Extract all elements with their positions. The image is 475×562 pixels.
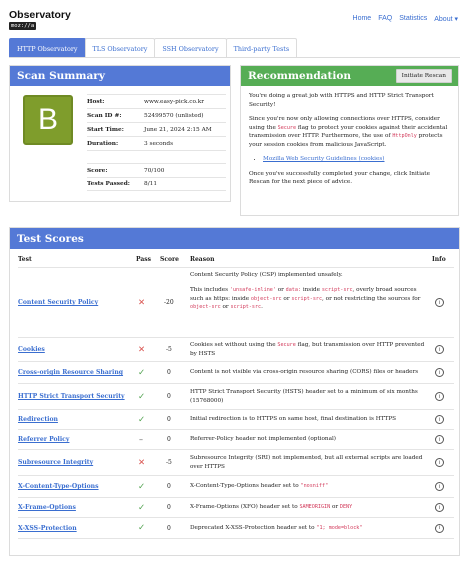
reason-cell bbox=[190, 384, 426, 409]
secure-flag-code: Secure bbox=[277, 124, 297, 131]
info-icon[interactable]: i bbox=[435, 415, 444, 424]
reason-cell bbox=[190, 271, 426, 312]
score-value: 0 bbox=[167, 524, 171, 532]
test-link-redirection[interactable]: Redirection bbox=[18, 416, 58, 423]
reason-code: 'unsafe-inline' bbox=[229, 287, 276, 294]
reason-cors: Content is not visible via cross-origin resource sharing (CORS) files or headers bbox=[190, 369, 419, 376]
dash-icon: – bbox=[139, 435, 143, 444]
pass-mark bbox=[138, 498, 145, 517]
test-scores-title: Test Scores bbox=[10, 228, 459, 249]
reason-referrer: Referrer-Policy header not implemented (optional) bbox=[190, 436, 337, 443]
score-label: Score: bbox=[87, 167, 108, 174]
fail-mark bbox=[138, 338, 145, 361]
reason-cookies bbox=[190, 341, 426, 358]
info-cell bbox=[435, 518, 444, 538]
fail-x-icon: ✕ bbox=[138, 297, 146, 308]
column-header-test: Test bbox=[18, 256, 32, 263]
nav-home-link[interactable]: Home bbox=[352, 15, 372, 22]
scan-summary-table bbox=[87, 94, 226, 191]
reason-cell bbox=[190, 498, 426, 517]
pass-mark bbox=[138, 518, 145, 538]
nav-statistics-link[interactable]: Statistics bbox=[399, 15, 428, 22]
initiate-rescan-button[interactable]: Initiate Rescan bbox=[396, 69, 452, 83]
table-row bbox=[18, 450, 93, 475]
reason-cell bbox=[190, 362, 426, 383]
scan-row-duration bbox=[87, 136, 226, 150]
info-icon[interactable]: i bbox=[435, 482, 444, 491]
test-link-cookies[interactable]: Cookies bbox=[18, 346, 45, 353]
reason-code: "nosniff" bbox=[300, 483, 329, 490]
tests-passed-label: Tests Passed: bbox=[87, 181, 130, 187]
reason-fragment: or bbox=[220, 304, 231, 311]
info-icon[interactable]: i bbox=[435, 298, 444, 307]
reason-fragment: Deprecated X-XSS-Protection header set to bbox=[190, 524, 317, 531]
reason-fragment: inside bbox=[301, 287, 322, 294]
test-link-x-xss-protection[interactable]: X-XSS-Protection bbox=[18, 524, 77, 532]
test-link-hsts[interactable]: HTTP Strict Transport Security bbox=[18, 393, 125, 400]
info-icon[interactable]: i bbox=[435, 345, 444, 354]
reason-xfo bbox=[190, 503, 352, 511]
scan-id-label: Scan ID #: bbox=[87, 112, 122, 119]
pass-check-icon: ✓ bbox=[138, 414, 146, 425]
reason-cell bbox=[190, 338, 426, 361]
reason-code: script-src bbox=[230, 304, 262, 311]
score-cell bbox=[164, 268, 174, 337]
scan-row-spacer bbox=[87, 150, 226, 163]
info-icon[interactable]: i bbox=[435, 368, 444, 377]
score-cell bbox=[166, 450, 172, 475]
test-link-csp[interactable]: Content Security Policy bbox=[18, 299, 99, 306]
tab-ssh-observatory[interactable]: SSH Observatory bbox=[154, 38, 226, 58]
reason-xcto bbox=[190, 482, 328, 490]
recommendation-body bbox=[241, 86, 458, 187]
score-value: 0 bbox=[167, 504, 171, 511]
column-header-score: Score bbox=[160, 256, 179, 263]
top-bar bbox=[0, 0, 475, 38]
info-icon[interactable]: i bbox=[435, 503, 444, 512]
score-value: -5 bbox=[166, 346, 172, 353]
httponly-code: HttpOnly bbox=[392, 133, 417, 139]
advice-text: protects your session cookies from malicious JavaScript. bbox=[249, 133, 443, 148]
table-row bbox=[18, 268, 98, 337]
reason-fragment: flag, but transmission over HTTP prevented by HSTS bbox=[190, 342, 425, 357]
pass-mark bbox=[138, 362, 145, 383]
recommendation-panel bbox=[240, 65, 459, 216]
score-value: -5 bbox=[166, 459, 172, 466]
reason-sri: Subresource Integrity (SRI) not implemented, but all external scripts are loaded over HTTPS bbox=[190, 455, 423, 470]
nav-about-dropdown[interactable]: About ▾ bbox=[434, 16, 458, 23]
table-row bbox=[18, 410, 58, 429]
recommendation-closing: Once you've successfully completed your change, click Initiate Rescan for the next piece of advice. bbox=[249, 170, 430, 185]
neutral-mark bbox=[139, 430, 143, 449]
test-scores-panel bbox=[9, 227, 460, 556]
pass-mark bbox=[138, 476, 145, 497]
info-icon[interactable]: i bbox=[435, 458, 444, 467]
test-link-x-content-type-options[interactable]: X-Content-Type-Options bbox=[18, 483, 99, 490]
pass-check-icon: ✓ bbox=[138, 502, 146, 513]
recommendation-intro: You're doing a great job with HTTPS and HTTP Strict Transport Security! bbox=[249, 93, 434, 108]
table-row bbox=[18, 384, 125, 409]
reason-cell bbox=[190, 476, 426, 497]
info-cell bbox=[435, 410, 444, 429]
advice-text: flag to protect your cookies against their accidental transmission over HTTP. Furthermore, the use of bbox=[249, 124, 448, 139]
reason-hsts: HTTP Strict Transport Security (HSTS) header set to a minimum of six months (15768000) bbox=[190, 389, 418, 404]
test-link-cors[interactable]: Cross-origin Resource Sharing bbox=[18, 369, 124, 376]
reason-csp bbox=[190, 271, 426, 312]
reason-fragment: , or not restricting the sources for bbox=[322, 295, 421, 302]
score-cell bbox=[167, 410, 171, 429]
reason-cell bbox=[190, 518, 426, 538]
scan-row-tests-passed bbox=[87, 177, 226, 191]
reason-text bbox=[190, 286, 426, 311]
score-cell bbox=[167, 498, 171, 517]
start-time-value: June 21, 2024 2:15 AM bbox=[144, 126, 212, 133]
tab-http-observatory[interactable]: HTTP Observatory bbox=[9, 38, 86, 58]
reason-cell bbox=[190, 450, 426, 475]
score-cell bbox=[167, 430, 171, 449]
fail-x-icon: ✕ bbox=[138, 457, 146, 468]
recommendation-header bbox=[241, 66, 458, 86]
reason-code: SAMEORIGIN bbox=[299, 504, 331, 511]
reason-fragment: This includes bbox=[190, 287, 230, 294]
info-cell bbox=[435, 476, 444, 497]
tab-third-party-tests[interactable]: Third-party Tests bbox=[226, 38, 298, 58]
grade-badge: B bbox=[23, 95, 73, 145]
test-link-referrer-policy[interactable]: Referrer Policy bbox=[18, 436, 70, 443]
info-cell bbox=[435, 430, 444, 449]
recommendation-links bbox=[263, 155, 450, 164]
reason-fragment: or bbox=[330, 504, 340, 511]
tests-passed-value: 8/11 bbox=[144, 181, 158, 187]
list-item bbox=[263, 155, 450, 164]
table-row bbox=[18, 430, 69, 449]
reason-code: data: bbox=[285, 287, 302, 294]
reason-cell bbox=[190, 410, 426, 429]
scan-id-value: 52499570 (unlisted) bbox=[144, 112, 204, 119]
scan-summary-panel bbox=[9, 65, 231, 202]
scan-row-score bbox=[87, 163, 226, 177]
info-cell bbox=[435, 338, 444, 361]
table-row bbox=[18, 498, 76, 517]
reason-text: Content Security Policy (CSP) implemented unsafely. bbox=[190, 272, 343, 278]
column-header-reason: Reason bbox=[190, 256, 215, 263]
test-link-sri[interactable]: Subresource Integrity bbox=[18, 459, 94, 466]
recommendation-advice bbox=[249, 115, 450, 149]
scan-row-scan-id bbox=[87, 108, 226, 122]
reason-code: DENY bbox=[339, 504, 353, 511]
reason-code: object-src bbox=[190, 304, 221, 311]
info-cell bbox=[435, 384, 444, 409]
host-label: Host: bbox=[87, 98, 105, 105]
reason-fragment: , overly broad sources such as https: inside bbox=[190, 287, 417, 302]
reason-redirection: Initial redirection is to HTTPS on same host, final destination is HTTPS bbox=[190, 416, 397, 423]
pass-mark bbox=[138, 384, 145, 409]
test-link-x-frame-options[interactable]: X-Frame-Options bbox=[18, 504, 76, 511]
reason-code: script-src bbox=[291, 295, 323, 302]
column-header-info: Info bbox=[432, 256, 446, 263]
reason-code: "1; mode=block" bbox=[316, 524, 363, 531]
table-row bbox=[18, 362, 123, 383]
tab-divider bbox=[9, 57, 460, 58]
host-value: www.easy-pick.co.kr bbox=[144, 98, 205, 105]
row-divider bbox=[18, 538, 454, 539]
info-icon[interactable]: i bbox=[435, 524, 444, 533]
reason-code: script-src bbox=[321, 287, 353, 294]
score-value: -20 bbox=[164, 299, 174, 306]
fail-x-icon: ✕ bbox=[138, 344, 146, 355]
reason-fragment: Cookies set without using the bbox=[190, 342, 278, 349]
reason-fragment: . bbox=[261, 304, 263, 311]
score-cell bbox=[167, 384, 171, 409]
score-value: 0 bbox=[167, 393, 171, 400]
score-value: 0 bbox=[167, 416, 171, 423]
reason-xxss bbox=[190, 524, 362, 532]
info-cell bbox=[435, 498, 444, 517]
fail-mark bbox=[138, 268, 145, 337]
reason-code: Secure bbox=[277, 342, 296, 349]
table-row bbox=[18, 476, 99, 497]
score-cell bbox=[167, 362, 171, 383]
pass-check-icon: ✓ bbox=[138, 391, 146, 402]
info-cell bbox=[435, 268, 444, 337]
pass-check-icon: ✓ bbox=[138, 523, 146, 533]
table-row bbox=[18, 338, 45, 361]
scan-row-start-time bbox=[87, 122, 226, 136]
scan-row-host bbox=[87, 94, 226, 108]
reason-fragment: X-Content-Type-Options header set to bbox=[190, 483, 301, 490]
info-cell bbox=[435, 450, 444, 475]
pass-mark bbox=[138, 410, 145, 429]
start-time-label: Start Time: bbox=[87, 126, 124, 133]
scan-summary-title: Scan Summary bbox=[10, 66, 230, 86]
score-value: 70/100 bbox=[144, 167, 165, 174]
duration-label: Duration: bbox=[87, 140, 119, 147]
tab-tls-observatory[interactable]: TLS Observatory bbox=[85, 38, 156, 58]
reason-code: object-src bbox=[250, 295, 282, 302]
pass-check-icon: ✓ bbox=[138, 481, 146, 492]
fail-mark bbox=[138, 450, 145, 475]
score-cell bbox=[166, 338, 172, 361]
reason-cell bbox=[190, 430, 426, 449]
score-value: 0 bbox=[167, 436, 171, 443]
info-cell bbox=[435, 362, 444, 383]
mozilla-logo[interactable]: moz://a bbox=[11, 23, 35, 29]
reason-fragment: or bbox=[275, 287, 286, 294]
duration-value: 3 seconds bbox=[144, 140, 174, 147]
nav-faq-link[interactable]: FAQ bbox=[378, 15, 393, 22]
column-header-pass: Pass bbox=[136, 256, 151, 263]
reason-fragment: X-Frame-Options (XFO) header set to bbox=[190, 504, 300, 511]
pass-check-icon: ✓ bbox=[138, 367, 146, 378]
recommendation-title: Recommendation bbox=[248, 70, 351, 82]
score-cell bbox=[167, 476, 171, 497]
observatory-tabs bbox=[9, 38, 296, 58]
advice-text: Since you're now only allowing connections over HTTPS, consider using the bbox=[249, 116, 440, 131]
info-icon[interactable]: i bbox=[435, 435, 444, 444]
info-icon[interactable]: i bbox=[435, 392, 444, 401]
score-cell bbox=[167, 518, 171, 538]
table-row bbox=[18, 518, 77, 538]
reason-fragment: or bbox=[281, 295, 292, 302]
score-value: 0 bbox=[167, 369, 171, 376]
top-nav bbox=[353, 15, 458, 23]
cookies-guidelines-link[interactable]: Mozilla Web Security Guidelines (cookies) bbox=[263, 156, 385, 162]
brand-title[interactable]: Observatory bbox=[9, 9, 71, 21]
score-value: 0 bbox=[167, 483, 171, 490]
